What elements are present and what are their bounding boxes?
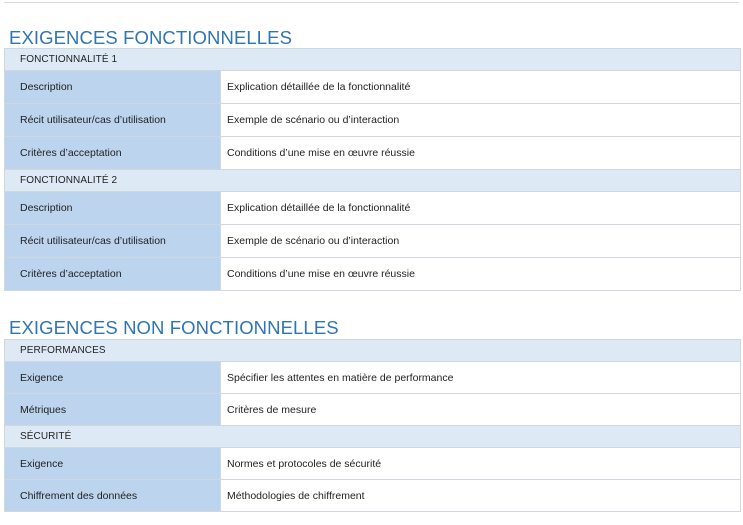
row-label: Chiffrement des données — [5, 480, 221, 512]
row-label: Exigence — [5, 362, 221, 394]
row-value[interactable]: Exemple de scénario ou d’interaction — [221, 104, 741, 137]
group-header-row — [5, 170, 741, 192]
row-value[interactable]: Normes et protocoles de sécurité — [221, 448, 741, 480]
top-divider — [4, 2, 739, 3]
row-value[interactable]: Méthodologies de chiffrement — [221, 480, 741, 512]
table-row — [5, 394, 741, 426]
table-row — [5, 362, 741, 394]
row-value[interactable]: Conditions d’une mise en œuvre réussie — [221, 137, 741, 170]
table-row — [5, 480, 741, 512]
row-label: Critères d’acceptation — [5, 137, 221, 170]
group-header-feature-1: FONCTIONNALITÉ 1 — [5, 49, 741, 71]
row-value[interactable]: Exemple de scénario ou d’interaction — [221, 225, 741, 258]
non-functional-requirements-table — [4, 339, 741, 512]
table-row — [5, 258, 741, 291]
row-label: Récit utilisateur/cas d’utilisation — [5, 104, 221, 137]
non-functional-requirements-title: EXIGENCES NON FONCTIONNELLES — [9, 317, 339, 338]
group-header-row — [5, 49, 741, 71]
table-row — [5, 448, 741, 480]
table-row — [5, 137, 741, 170]
group-header-row — [5, 340, 741, 362]
row-label: Critères d’acceptation — [5, 258, 221, 291]
row-value[interactable]: Conditions d’une mise en œuvre réussie — [221, 258, 741, 291]
group-header-feature-2: FONCTIONNALITÉ 2 — [5, 170, 741, 192]
group-header-row — [5, 426, 741, 448]
row-value[interactable]: Critères de mesure — [221, 394, 741, 426]
table-row — [5, 192, 741, 225]
table-row — [5, 71, 741, 104]
functional-requirements-table — [4, 48, 741, 291]
functional-requirements-title: EXIGENCES FONCTIONNELLES — [9, 27, 293, 48]
row-label: Métriques — [5, 394, 221, 426]
row-label: Description — [5, 192, 221, 225]
row-value[interactable]: Explication détaillée de la fonctionnalité — [221, 71, 741, 104]
group-header-security: SÉCURITÉ — [5, 426, 741, 448]
table-row — [5, 225, 741, 258]
row-value[interactable]: Explication détaillée de la fonctionnalité — [221, 192, 741, 225]
table-row — [5, 104, 741, 137]
group-header-performance: PERFORMANCES — [5, 340, 741, 362]
row-label: Exigence — [5, 448, 221, 480]
row-label: Récit utilisateur/cas d’utilisation — [5, 225, 221, 258]
row-value[interactable]: Spécifier les attentes en matière de performance — [221, 362, 741, 394]
row-label: Description — [5, 71, 221, 104]
